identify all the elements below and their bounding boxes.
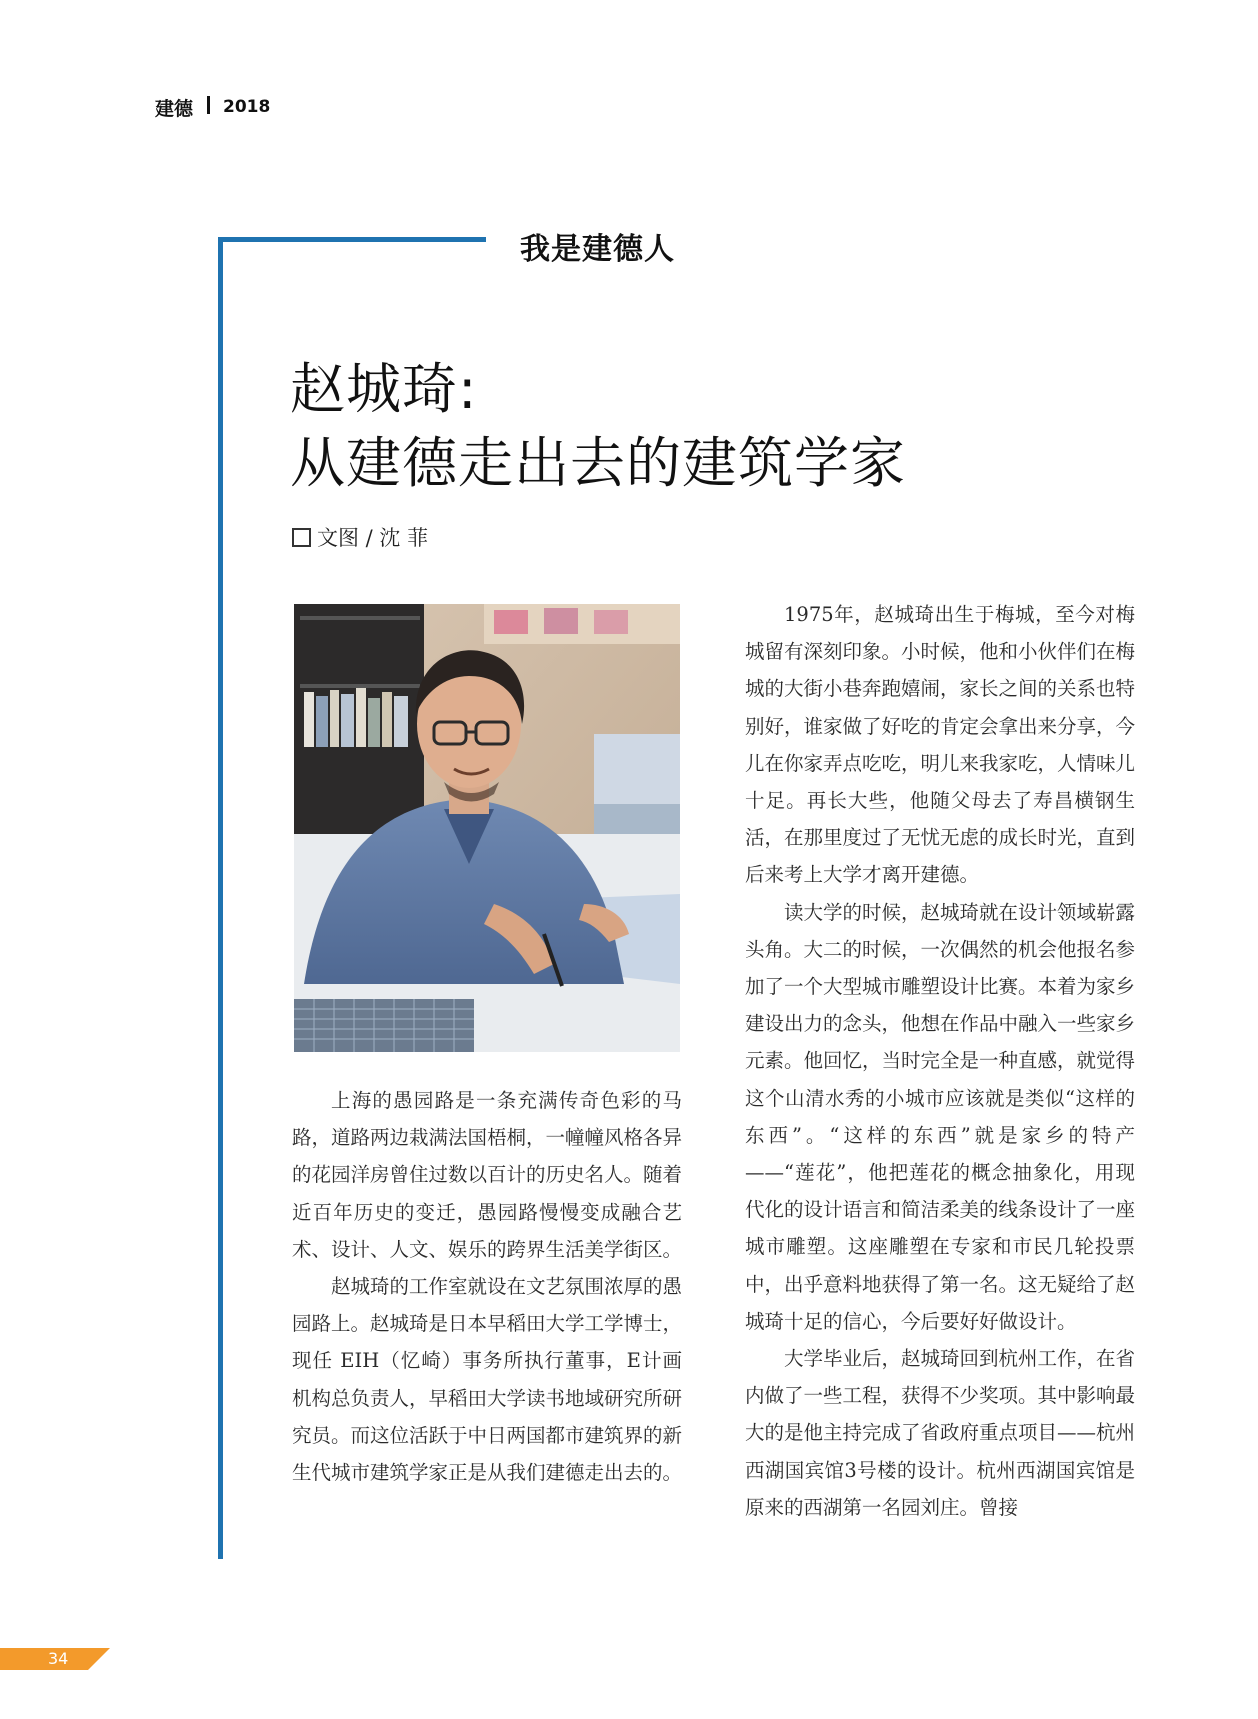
portrait-photo: [294, 604, 680, 1052]
right-paragraph-3: 大学毕业后，赵城琦回到杭州工作，在省内做了一些工程，获得不少奖项。其中影响最大的是他主持完成了省政府重点项目——杭州西湖国宾馆3号楼的设计。杭州西湖国宾馆是原来的西湖第一名园刘庄。曾接: [745, 1347, 1136, 1519]
right-paragraph-2: 读大学的时候，赵城琦就在设计领域崭露头角。大二的时候，一次偶然的机会他报名参加了一个大型城市雕塑设计比赛。本着为家乡建设出力的念头，他想在作品中融入一些家乡元素。他回忆，当时完全是一种直感，就觉得这个山清水秀的小城市应该就是类似“这样的东西”。“这样的东西”就是家乡的特产——“莲花”，他把莲花的概念抽象化，用现代化的设计语言和简洁柔美的线条设计了一座城市雕塑。这座雕塑在专家和市民几轮投票中，出乎意料地获得了第一名。这无疑给了赵城琦十足的信心，今后要好好做设计。: [745, 900, 1136, 1333]
page-number: 34: [48, 1649, 69, 1668]
frame-top-rule: [218, 237, 486, 242]
byline: [292, 522, 428, 552]
article-title-line-1: 赵城琦:: [290, 357, 478, 421]
portrait-photo-icon: [294, 604, 680, 1052]
header-brand: 建德: [155, 98, 194, 120]
article-title: [290, 352, 1050, 500]
section-title: 我是建德人: [520, 232, 675, 267]
left-text-column: [292, 1082, 682, 1491]
frame-left-rule: [218, 237, 223, 1559]
byline-text: 文图 / 沈 菲: [317, 526, 429, 550]
left-paragraph-1: 上海的愚园路是一条充满传奇色彩的马路，道路两边栽满法国梧桐，一幢幢风格各异的花园洋房曾住过数以百计的历史名人。随着近百年历史的变迁，愚园路慢慢变成融合艺术、设计、人文、娱乐的跨界生活美学街区。: [292, 1089, 683, 1261]
right-paragraph-1: 1975年，赵城琦出生于梅城，至今对梅城留有深刻印象。小时候，他和小伙伴们在梅城的大街小巷奔跑嬉闹，家长之间的关系也特别好，谁家做了好吃的肯定会拿出来分享，今儿在你家弄点吃吃，明儿来我家吃，人情味儿十足。再长大些，他随父母去了寿昌横钢生活，在那里度过了无忧无虑的成长时光，直到后来考上大学才离开建德。: [745, 603, 1136, 887]
right-text-column: [745, 596, 1135, 1526]
left-paragraph-2: 赵城琦的工作室就设在文艺氛围浓厚的愚园路上。赵城琦是日本早稻田大学工学博士，现任 EIH（忆崎）事务所执行董事，E计画机构总负责人，早稻田大学读书地域研究所研究员。而这位活跃于中日两国都市建筑界的新生代城市建筑学家正是从我们建德走出去的。: [292, 1275, 683, 1485]
byline-box-icon: [292, 528, 311, 547]
header-separator: [207, 96, 210, 114]
header-year: 2018: [223, 97, 271, 117]
article-title-line-2: 从建德走出去的建筑学家: [290, 431, 907, 495]
